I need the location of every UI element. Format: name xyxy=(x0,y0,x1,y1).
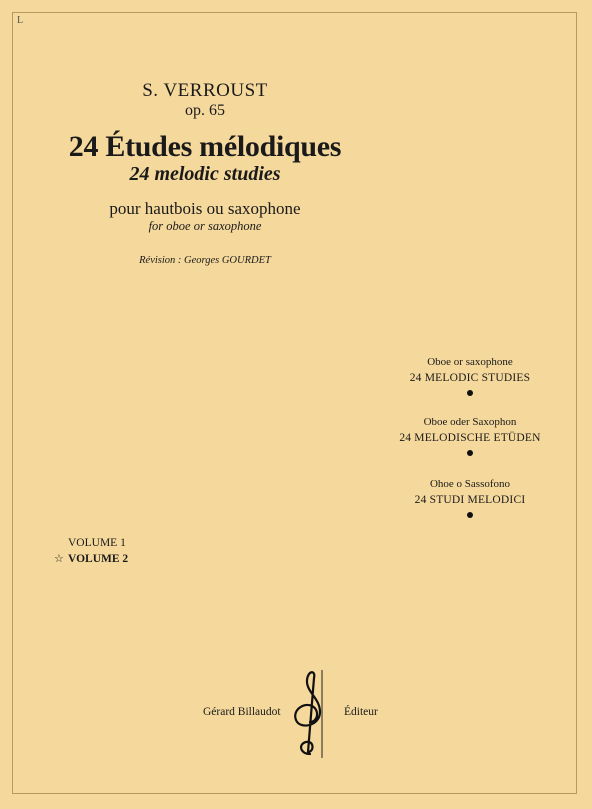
corner-mark: L xyxy=(17,15,24,26)
bullet-dot-icon xyxy=(467,450,473,456)
volume-list xyxy=(54,535,129,567)
language-instrument: Oboe or saxophone xyxy=(427,356,513,368)
language-instrument: Ohoe o Sassofono xyxy=(429,478,511,490)
language-title: 24 MELODIC STUDIES xyxy=(409,372,531,384)
language-block-english xyxy=(380,354,560,396)
language-instrument: Oboe oder Saxophon xyxy=(423,416,517,428)
volume-1-label: VOLUME 1 xyxy=(68,537,126,549)
title-english: 24 melodic studies xyxy=(129,163,281,185)
composer-name: S. VERROUST xyxy=(142,80,268,101)
opus-number: op. 65 xyxy=(185,102,225,119)
language-title: 24 STUDI MELODICI xyxy=(414,494,526,506)
publisher-name: Gérard Billaudot xyxy=(203,706,281,718)
bullet-dot-icon xyxy=(467,512,473,518)
star-icon: ☆ xyxy=(54,553,64,565)
publisher-role: Éditeur xyxy=(344,706,378,718)
language-block-german xyxy=(380,414,560,456)
volume-2-row xyxy=(54,551,129,567)
title-french: 24 Études mélodiques xyxy=(68,130,342,163)
volume-1-row xyxy=(68,535,128,551)
language-block-italian xyxy=(380,476,560,518)
language-title: 24 MELODISCHE ETÜDEN xyxy=(399,432,541,444)
treble-clef-logo-icon xyxy=(286,668,336,760)
bullet-dot-icon xyxy=(467,390,473,396)
volume-2-label: VOLUME 2 xyxy=(68,553,129,565)
instrument-english: for oboe or saxophone xyxy=(148,219,262,233)
revision-credit: Révision : Georges GOURDET xyxy=(139,255,271,266)
instrument-french: pour hautbois ou saxophone xyxy=(109,199,301,218)
